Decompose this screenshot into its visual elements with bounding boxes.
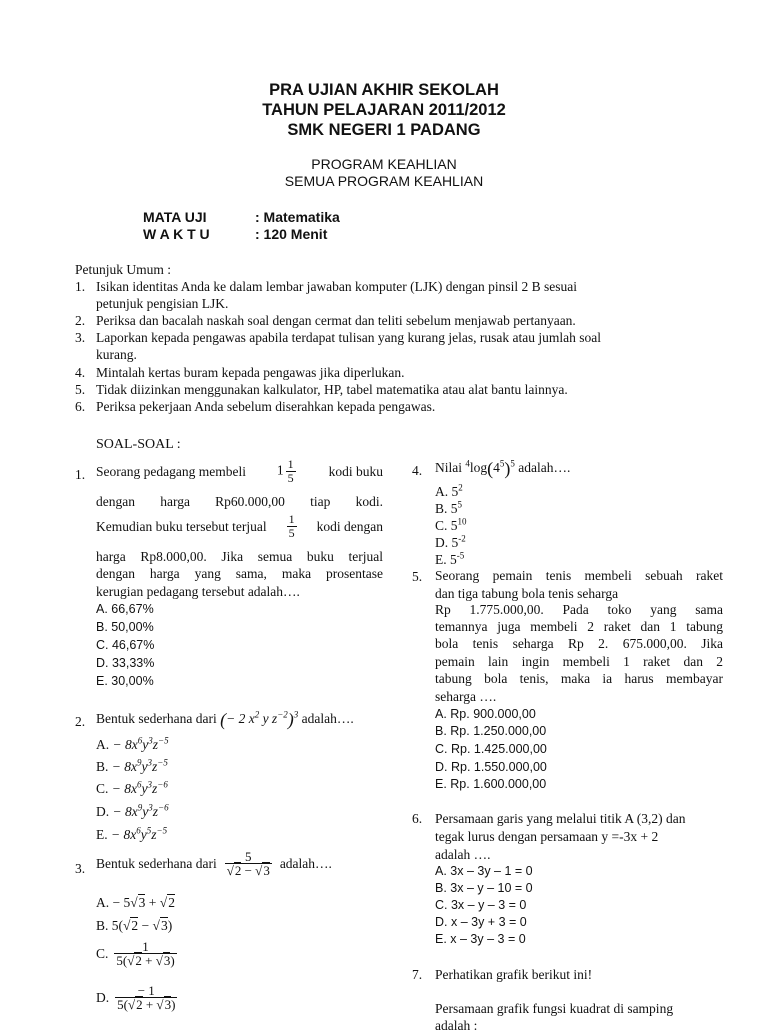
option-expression: − $8x^6y^3z^{-6}$ bbox=[111, 779, 168, 796]
q5-line: Rp 1.775.000,00. Pada toko yang sama bbox=[435, 602, 723, 617]
fraction-denominator: 5 bbox=[288, 526, 295, 540]
option-base: A. 5 bbox=[435, 484, 459, 499]
q1-number: 1. bbox=[75, 467, 86, 482]
option-exponent: 10 bbox=[457, 516, 467, 527]
fraction-denominator: 5(√2 + √3) bbox=[116, 953, 175, 968]
z-exp: −5 bbox=[157, 757, 168, 768]
fraction-denominator: √2 − √3 bbox=[226, 863, 270, 878]
coef: − 8 bbox=[111, 781, 132, 796]
q4-option bbox=[435, 534, 466, 551]
coef: − 8 bbox=[111, 827, 131, 842]
q2-stem-suffix: adalah…. bbox=[301, 711, 354, 726]
time-value: : 120 Menit bbox=[255, 226, 328, 242]
instruction-text: Periksa dan bacalah naskah soal dengan cermat dan teliti sebelum menjawab pertanyaan. bbox=[96, 313, 576, 328]
fraction bbox=[287, 513, 297, 540]
subject-key: MATA UJI bbox=[143, 209, 207, 225]
fraction-numerator: 1 bbox=[114, 940, 176, 954]
q5-line: pemain lain ingin membeli 1 raket dan 2 bbox=[435, 654, 723, 669]
option-letter: C. bbox=[96, 781, 109, 796]
q1-text-a: Seorang pedagang membeli bbox=[96, 464, 246, 479]
q6-number: 6. bbox=[412, 811, 423, 826]
q4-option bbox=[435, 483, 463, 500]
q1-line4: harga Rp8.000,00. Jika semua buku terjual bbox=[96, 549, 383, 564]
q2-option bbox=[96, 758, 168, 775]
option-letter: B. bbox=[96, 759, 109, 774]
instruction-number: 6. bbox=[75, 399, 86, 414]
q7-line: adalah : bbox=[435, 1018, 478, 1033]
option-letter: E. bbox=[96, 827, 108, 842]
fraction-numerator: 1 bbox=[288, 512, 295, 526]
q4-option bbox=[435, 517, 467, 534]
q5-line: Seorang pemain tenis membeli sebuah raket bbox=[435, 568, 723, 583]
instruction-text: Periksa pekerjaan Anda sebelum diserahkan kepada pengawas. bbox=[96, 399, 436, 414]
y-exp: 3 bbox=[147, 779, 153, 790]
instruction-text: petunjuk pengisian LJK. bbox=[96, 296, 229, 311]
option-exponent: -5 bbox=[456, 550, 465, 561]
q5-line: dan tiga tabung bola tenis seharga bbox=[435, 586, 619, 601]
q3-option-a: A. − 5√3 + √2 bbox=[96, 895, 175, 910]
program-heading: PROGRAM KEAHLIAN bbox=[311, 156, 457, 172]
q1-line5: dengan harga yang sama, maka prosentase bbox=[96, 566, 383, 581]
coef: − 8 bbox=[111, 759, 132, 774]
q2-option bbox=[96, 803, 169, 820]
q2-stem bbox=[96, 710, 354, 728]
option-fraction bbox=[115, 984, 177, 1011]
q3-number: 3. bbox=[75, 861, 86, 876]
instruction-text: Isikan identitas Anda ke dalam lembar jawaban komputer (LJK) dengan pinsil 2 B sesuai bbox=[96, 279, 578, 294]
option-expression: − $8x^6y^3z^{-5}$ bbox=[112, 735, 169, 752]
option-base: E. 5 bbox=[435, 552, 457, 567]
program-value: SEMUA PROGRAM KEAHLIAN bbox=[284, 173, 484, 189]
q2-option bbox=[96, 780, 168, 797]
q1-option: D. 33,33% bbox=[96, 656, 155, 670]
q4-stem-suffix: adalah…. bbox=[518, 460, 571, 475]
q3-stem-suffix: adalah…. bbox=[279, 856, 332, 871]
q6-line: adalah …. bbox=[435, 847, 491, 862]
subject-value: : Matematika bbox=[255, 209, 340, 225]
q6-option: D. x – 3y + 3 = 0 bbox=[435, 915, 527, 929]
coef: − 8 bbox=[112, 737, 132, 752]
fraction-denominator: 5(√2 + √3) bbox=[117, 997, 176, 1012]
soal-heading: SOAL-SOAL : bbox=[96, 437, 181, 452]
q5-number: 5. bbox=[412, 569, 423, 584]
q6-option: A. 3x – 3y – 1 = 0 bbox=[435, 864, 533, 878]
z-exp: −5 bbox=[158, 735, 169, 746]
y-exp: 5 bbox=[146, 825, 152, 836]
q6-option: C. 3x – y – 3 = 0 bbox=[435, 898, 527, 912]
x-exp: 9 bbox=[137, 802, 143, 813]
q1-option: A. 66,67% bbox=[96, 602, 154, 616]
y-exp: 3 bbox=[148, 735, 153, 746]
q1-text-b: kodi buku bbox=[328, 464, 383, 479]
option-exponent: -2 bbox=[458, 533, 466, 544]
option-expression: − $8x^9y^3z^{-5}$ bbox=[111, 757, 168, 774]
option-base: B. 5 bbox=[435, 501, 458, 516]
y-exp: 3 bbox=[148, 802, 153, 813]
option-letter: A. bbox=[96, 737, 110, 752]
time-key: W A K T U bbox=[143, 226, 210, 242]
q1-text-c: Kemudian buku tersebut terjual bbox=[96, 519, 267, 534]
y-exp: 3 bbox=[147, 757, 153, 768]
fraction-numerator: 5 bbox=[225, 850, 272, 864]
q5-option: D. Rp. 1.550.000,00 bbox=[435, 760, 547, 774]
mixed-fraction bbox=[277, 458, 298, 485]
z-exp: −5 bbox=[156, 825, 168, 836]
instruction-number: 2. bbox=[75, 313, 86, 328]
option-exponent: 5 bbox=[457, 499, 463, 510]
q5-option: E. Rp. 1.600.000,00 bbox=[435, 777, 547, 791]
option-fraction bbox=[114, 940, 176, 967]
option-expression: − $8x^9y^3z^{-6}$ bbox=[112, 802, 169, 819]
instruction-number: 1. bbox=[75, 279, 86, 294]
option-exponent: 2 bbox=[458, 482, 463, 493]
x-exp: 6 bbox=[137, 779, 142, 790]
q2-option bbox=[96, 826, 167, 843]
subject-row bbox=[143, 209, 340, 226]
q1-option: E. 30,00% bbox=[96, 674, 154, 688]
instruction-text: kurang. bbox=[96, 347, 137, 362]
q1-line1 bbox=[96, 458, 383, 485]
q6-option: E. x – 3y – 3 = 0 bbox=[435, 932, 526, 946]
q5-line: seharga …. bbox=[435, 689, 497, 704]
q3-option-b: B. 5(√2 − √3) bbox=[96, 918, 173, 933]
q4-option bbox=[435, 551, 464, 568]
instruction-text: Laporkan kepada pengawas apabila terdapat tulisan yang kurang jelas, rusak atau jumlah soal bbox=[96, 330, 601, 345]
instruction-number: 4. bbox=[75, 365, 86, 380]
q5-line: temannya juga membeli 2 raket dan 1 tabung bbox=[435, 619, 723, 634]
q4-number: 4. bbox=[412, 463, 423, 478]
instruction-text: Tidak diizinkan menggunakan kalkulator, HP, tabel matematika atau alat bantu lainnya. bbox=[96, 382, 568, 397]
q3-stem-text: Bentuk sederhana dari bbox=[96, 856, 217, 871]
coef: − 8 bbox=[112, 804, 132, 819]
x-exp: 6 bbox=[136, 825, 141, 836]
option-expression: − $8x^6y^5z^{-5}$ bbox=[111, 825, 168, 842]
q2-expression: (− 2 $x^2$ y $z^{-2})^3$ bbox=[220, 709, 299, 730]
q6-option: B. 3x – y – 10 = 0 bbox=[435, 881, 533, 895]
q3-option-d bbox=[96, 984, 179, 1011]
fraction-numerator: 1 bbox=[287, 457, 294, 471]
option-letter: D. bbox=[96, 804, 110, 819]
option-letter: D. bbox=[96, 990, 110, 1005]
fraction-whole: 1 bbox=[276, 462, 284, 478]
z-exp: −6 bbox=[158, 802, 169, 813]
instruction-number: 5. bbox=[75, 382, 86, 397]
fraction-numerator: − 1 bbox=[115, 984, 177, 998]
q4-stem-text: Nilai bbox=[435, 460, 462, 475]
fraction-denominator: 5 bbox=[287, 471, 294, 485]
q5-line: bola tenis seharga Rp 2. 675.000,00. Jika bbox=[435, 636, 723, 651]
x-exp: 9 bbox=[137, 757, 142, 768]
option-letter: A. bbox=[96, 895, 110, 910]
q1-option: C. 46,67% bbox=[96, 638, 155, 652]
q3-option-c bbox=[96, 940, 179, 967]
q4-expression: $^4\log(4^5)^5$ bbox=[465, 458, 515, 479]
q2-option bbox=[96, 736, 169, 753]
x-exp: 6 bbox=[137, 735, 143, 746]
q7-number: 7. bbox=[412, 967, 423, 982]
instruction-number: 3. bbox=[75, 330, 86, 345]
option-letter: C. bbox=[96, 946, 109, 961]
option-letter: B. bbox=[96, 918, 109, 933]
q1-option: B. 50,00% bbox=[96, 620, 154, 634]
exam-title: PRA UJIAN AKHIR SEKOLAH bbox=[269, 81, 499, 99]
fraction bbox=[286, 458, 296, 485]
q5-option: A. Rp. 900.000,00 bbox=[435, 707, 536, 721]
q2-number: 2. bbox=[75, 714, 86, 729]
q3-fraction bbox=[225, 850, 272, 877]
z-exp: −6 bbox=[157, 779, 168, 790]
q1-line3 bbox=[96, 513, 383, 540]
instruction-text: Mintalah kertas buram kepada pengawas jika diperlukan. bbox=[96, 365, 405, 380]
q7-line: Perhatikan grafik berikut ini! bbox=[435, 967, 593, 982]
q1-line2: dengan harga Rp60.000,00 tiap kodi. bbox=[96, 494, 383, 509]
q6-line: tegak lurus dengan persamaan y =-3x + 2 bbox=[435, 829, 659, 844]
q5-line: tabung bola tenis, maka ia harus membayar bbox=[435, 671, 723, 686]
academic-year: TAHUN PELAJARAN 2011/2012 bbox=[262, 101, 506, 119]
q1-text-d: kodi dengan bbox=[316, 519, 383, 534]
q4-option bbox=[435, 500, 462, 517]
q2-stem-text: Bentuk sederhana dari bbox=[96, 711, 217, 726]
q6-line: Persamaan garis yang melalui titik A (3,2) dan bbox=[435, 811, 686, 826]
q1-line6: kerugian pedagang tersebut adalah…. bbox=[96, 584, 300, 599]
time-row bbox=[143, 226, 327, 243]
q4-stem bbox=[435, 459, 570, 477]
option-base: C. 5 bbox=[435, 518, 458, 533]
q3-stem bbox=[96, 850, 332, 877]
instructions-title: Petunjuk Umum : bbox=[75, 262, 172, 277]
q5-option: B. Rp. 1.250.000,00 bbox=[435, 724, 547, 738]
option-base: D. 5 bbox=[435, 535, 459, 550]
q7-line: Persamaan grafik fungsi kuadrat di samping bbox=[435, 1001, 674, 1016]
q5-option: C. Rp. 1.425.000,00 bbox=[435, 742, 547, 756]
school-name: SMK NEGERI 1 PADANG bbox=[287, 121, 481, 139]
